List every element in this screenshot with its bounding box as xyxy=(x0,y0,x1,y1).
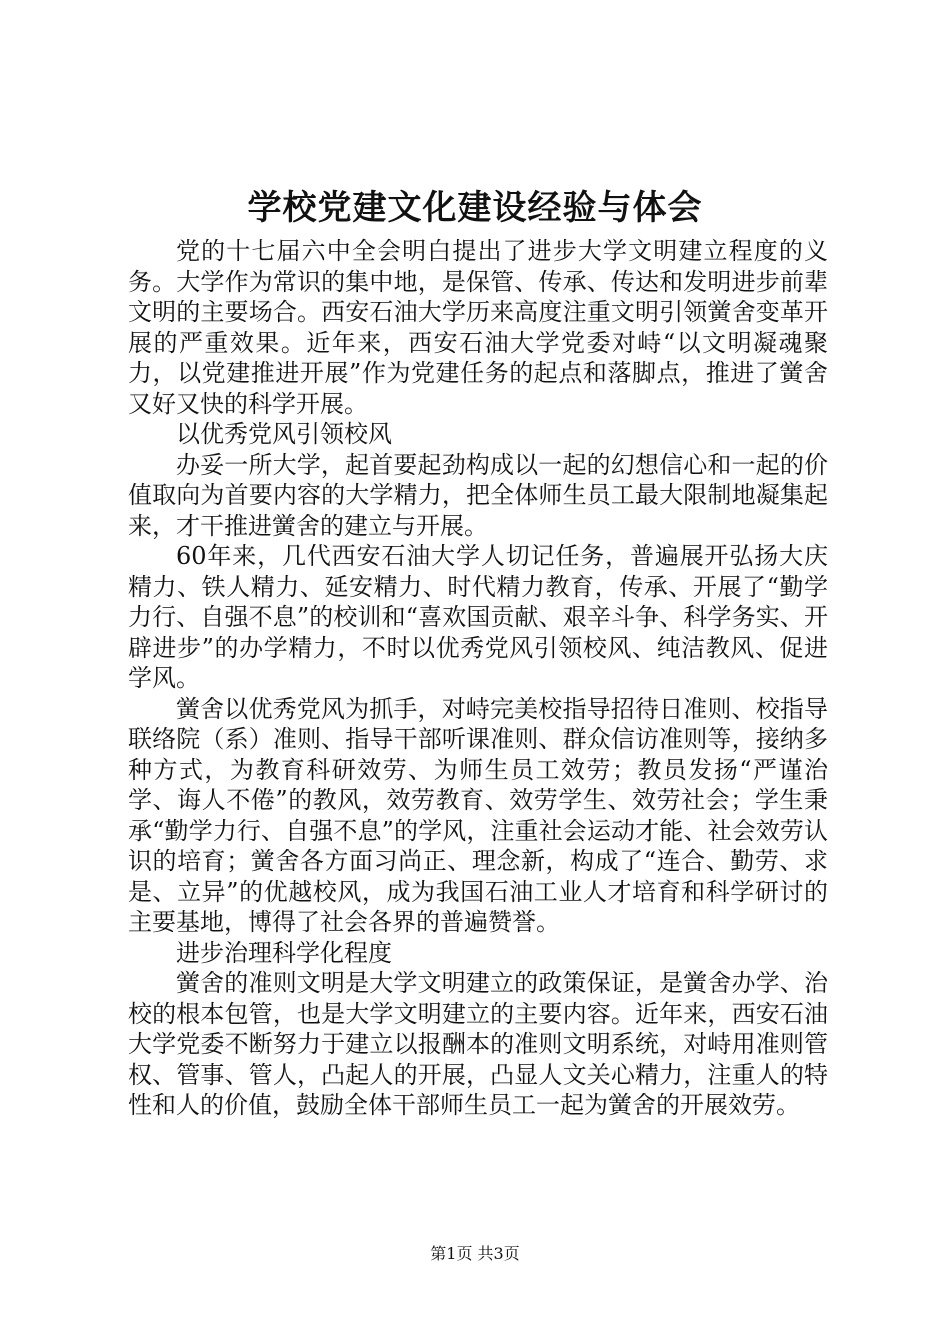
document-body xyxy=(128,236,828,1121)
page-number-footer: 第1页 共3页 xyxy=(430,1244,520,1263)
document-title: 学校党建文化建设经验与体会 xyxy=(247,188,703,228)
paragraph: 办妥一所大学，起首要起劲构成以一起的幻想信心和一起的价值取向为首要内容的大学精力，把全体师生员工最大限制地凝集起来，才干推进黉舍的建立与开展。 xyxy=(128,450,828,540)
section-heading: 进步治理科学化程度 xyxy=(176,938,392,967)
section-heading: 以优秀党风引领校风 xyxy=(176,420,392,448)
paragraph: 黉舍的准则文明是大学文明建立的政策保证，是黉舍办学、治校的根本包管，也是大学文明建立的主要内容。近年来，西安石油大学党委不断努力于建立以报酬本的准则文明系统，对峙用准则管权、管事、管人，凸起人的开展，凸显人文关心精力，注重人的特性和人的价值，鼓励全体干部师生员工一起为黉舍的开展效劳。 xyxy=(128,969,828,1119)
paragraph: 黉舍以优秀党风为抓手，对峙完美校指导招待日准则、校指导联络院（系）准则、指导干部听课准则、群众信访准则等，接纳多种方式，为教育科研效劳、为师生员工效劳；教员发扬“严谨治学、诲人不倦”的教风，效劳教育、效劳学生、效劳社会；学生秉承“勤学力行、自强不息”的学风，注重社会运动才能、社会效劳认识的培育；黉舍各方面习尚正、理念新，构成了“连合、勤劳、求是、立异”的优越校风，成为我国石油工业人才培育和科学研讨的主要基地，博得了社会各界的普遍赞誉。 xyxy=(128,694,828,936)
paragraph: 60年来，几代西安石油大学人切记任务，普遍展开弘扬大庆精力、铁人精力、延安精力、时代精力教育，传承、开展了“勤学力行、自强不息”的校训和“喜欢国贡献、艰辛斗争、科学务实、开辟进步”的办学精力，不时以优秀党风引领校风、纯洁教风、促进学风。 xyxy=(128,542,828,692)
paragraph: 党的十七届六中全会明白提出了进步大学文明建立程度的义务。大学作为常识的集中地，是保管、传承、传达和发明进步前辈文明的主要场合。西安石油大学历来高度注重文明引领黉舍变革开展的严重效果。近年来，西安石油大学党委对峙“以文明凝魂聚力，以党建推进开展”作为党建任务的起点和落脚点，推进了黉舍又好又快的科学开展。 xyxy=(128,237,828,418)
